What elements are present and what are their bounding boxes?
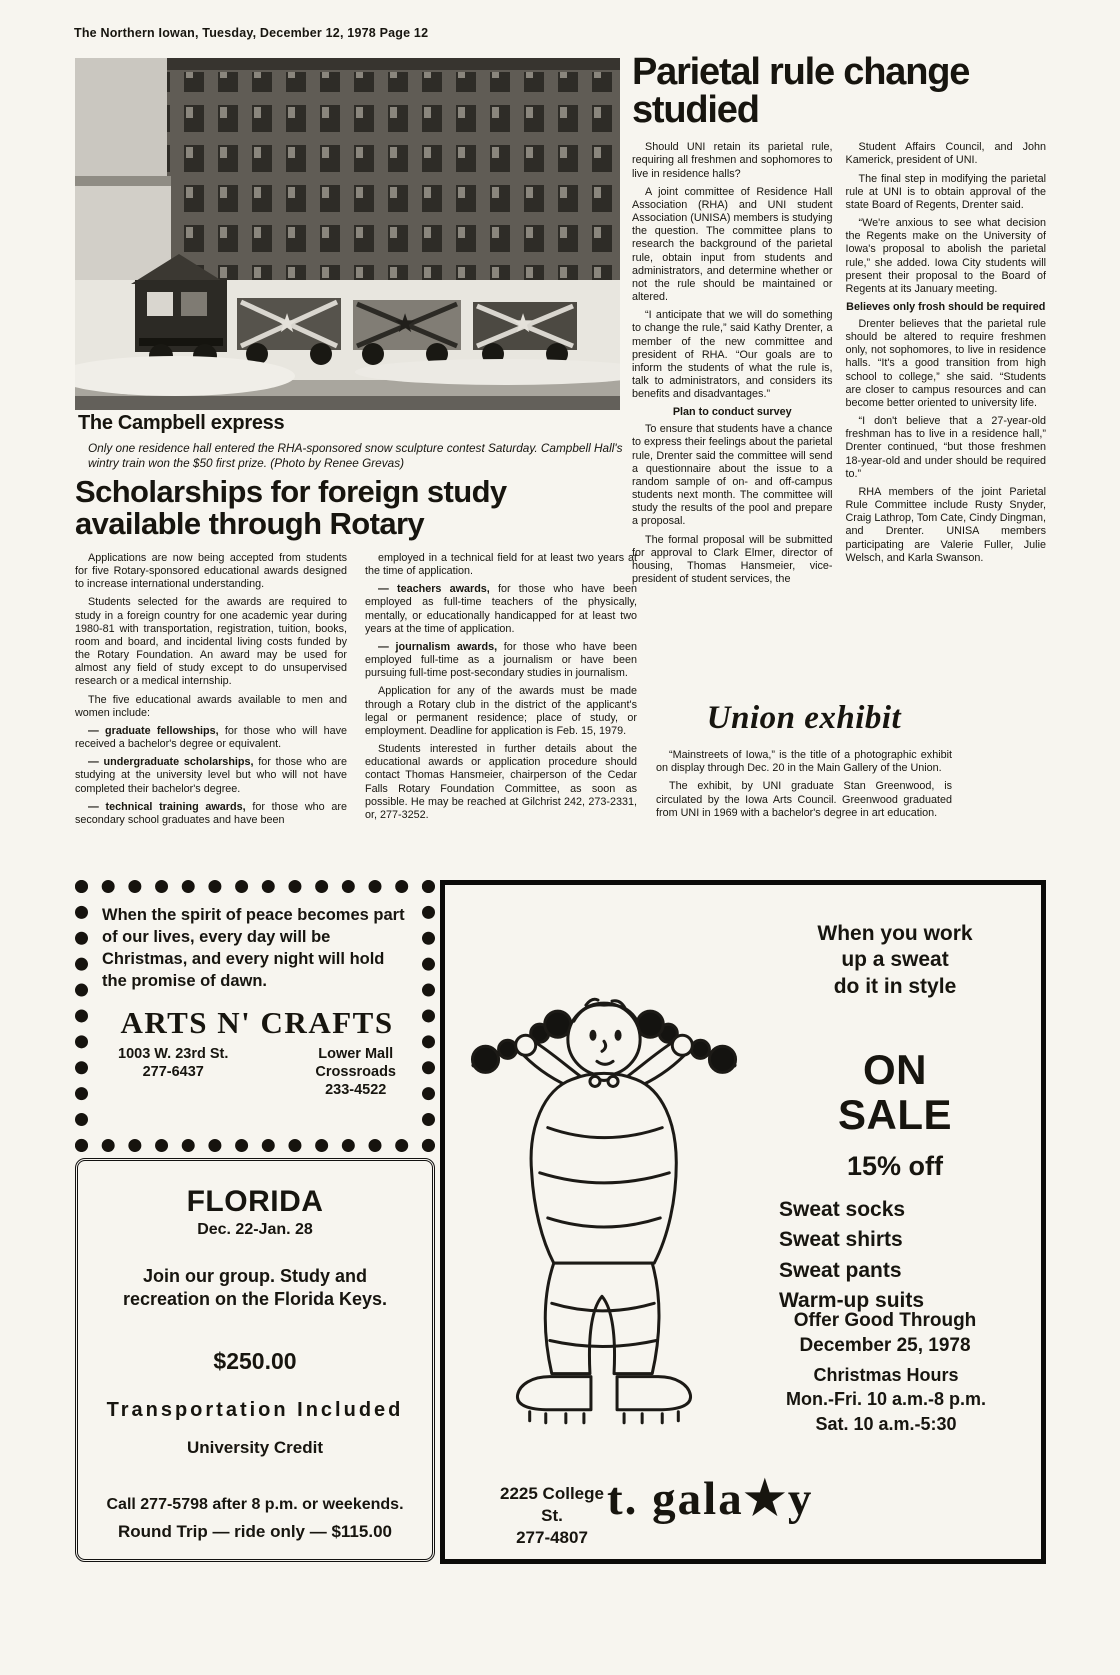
florida-round-trip: Round Trip — ride only — $115.00 bbox=[118, 1521, 392, 1541]
article-subhead: Believes only frosh should be required bbox=[846, 301, 1046, 314]
galaxy-on-sale-line2: SALE bbox=[837, 1091, 952, 1139]
ad-arts-n-crafts bbox=[75, 880, 435, 1152]
galaxy-tagline-line3: do it in style bbox=[833, 974, 957, 998]
article-paragraph: A joint committee of Residence Hall Association (RHA) and UNI student Association (UNISA) members is studying the question. The committee plans to research the background of the parietal rule, obtain input from students and administrators, and determine whether or not the rule should be maintained or altered. bbox=[632, 185, 833, 304]
parietal-column-2 bbox=[846, 141, 1047, 591]
sale-item: Sweat pants bbox=[779, 1258, 902, 1282]
arts-address-2a: Lower Mall bbox=[318, 1045, 394, 1062]
galaxy-tagline-line2: up a sweat bbox=[841, 948, 949, 972]
article-paragraph: Students interested in further details about the educational awards or application procedure should contact Thomas Hansmeier, chairperson of the Cedar Falls Rotary Foundation Committee, as soon as possible. He may be reached at Gilchrist 242, 273-2331, or, 277-3252. bbox=[365, 743, 637, 821]
svg-text:★: ★ bbox=[511, 308, 535, 338]
snow-sculpture-train-illustration bbox=[75, 58, 620, 410]
galaxy-on-sale bbox=[775, 1047, 1015, 1138]
article-paragraph: “Mainstreets of Iowa,” is the title of a photographic exhibit on display through Dec. 20 in the Main Gallery of the Union. bbox=[656, 749, 952, 775]
florida-price: $250.00 bbox=[213, 1347, 297, 1374]
article-paragraph: “I don't believe that a 27-year-old freshman has to live in a residence hall,” Drenter continued, “but those freshmen 18-year-old and under should be required to.” bbox=[845, 415, 1046, 480]
florida-join-line: Join our group. Study and recreation on the Florida Keys. bbox=[122, 1266, 388, 1310]
article-paragraph: “We're anxious to see what decision the Regents make on the University of Iowa's proposal to abolish the parietal rule,” she added. Iowa City students will present their proposal to the Board of Regents at its January meeting. bbox=[845, 217, 1046, 295]
florida-credit: University Credit bbox=[186, 1437, 324, 1457]
article-paragraph: To ensure that students have a chance to express their feelings about the parietal rule, Drenter said the committee will send a questionnaire about the issue to a random sample of on- and off-campus students next month. The committee will study the results of the pool and prepare a proposal. bbox=[632, 423, 833, 528]
florida-title: FLORIDA bbox=[186, 1185, 324, 1218]
article-paragraph: The final step in modifying the parietal rule at UNI is to obtain approval of the state Board of Regents, Drenter said. bbox=[845, 172, 1046, 211]
galaxy-discount: 15% off bbox=[846, 1151, 944, 1181]
article-subhead: Plan to conduct survey bbox=[672, 406, 792, 419]
article-paragraph: The formal proposal will be submitted for approval to Clark Elmer, director of housing, Thomas Hansmeier, vice-president of student services, the bbox=[632, 533, 833, 586]
article-paragraph: — journalism awards, for those who have been employed full-time as a journalism or have been pursuing full-time post-secondary studies in journalism. bbox=[365, 640, 637, 680]
arts-brand-name: ARTS N' CRAFTS bbox=[120, 1004, 394, 1040]
galaxy-tagline-line1: When you work bbox=[817, 922, 973, 945]
article-paragraph: — teachers awards, for those who have been employed as full-time teachers of the physically, mentally, or educationally handicapped for at least two years at the time of application. bbox=[365, 583, 638, 635]
article-paragraph: — undergraduate scholarships, for those who are studying at the university level but who will not have completed their bachelor's degree. bbox=[75, 756, 347, 795]
galaxy-sale-items bbox=[779, 1195, 924, 1317]
union-column bbox=[656, 749, 952, 820]
article-paragraph: Student Affairs Council, and John Kamerick, president of UNI. bbox=[845, 141, 1046, 167]
ad-t-galaxy bbox=[440, 880, 1046, 1564]
galaxy-on-sale-line1: ON bbox=[863, 1046, 927, 1093]
galaxy-offer-line2: December 25, 1978 bbox=[799, 1334, 971, 1356]
galaxy-offer-line1: Offer Good Through bbox=[793, 1310, 977, 1331]
galaxy-hours-line2: Sat. 10 a.m.-5:30 bbox=[815, 1413, 957, 1434]
galaxy-tagline bbox=[775, 921, 1015, 1000]
article-paragraph: Application for any of the awards must be made through a Rotary club in the district of the applicant's legal or permanent residence; place of study, or employment. Deadline for application is Feb. 15, 1979. bbox=[365, 685, 637, 737]
weightlifter-illustration bbox=[453, 977, 755, 1469]
parietal-headline: Parietal rule change studied bbox=[632, 51, 970, 131]
rotary-headline: Scholarships for foreign study available through Rotary bbox=[75, 474, 507, 541]
galaxy-hours-title: Christmas Hours bbox=[813, 1365, 959, 1385]
arts-phone-2: 233-4522 bbox=[325, 1082, 387, 1098]
rotary-column-1 bbox=[75, 552, 347, 832]
galaxy-offer bbox=[751, 1309, 1019, 1358]
sale-item: Warm-up suits bbox=[779, 1289, 925, 1313]
article-paragraph: RHA members of the joint Parietal Rule Committee include Rusty Snyder, Craig Lathrop, Tom Cate, Cindy Dingman, and Drenter. UNISA members participating are Valerie Fuller, Julie Welsch, and Karla Swanson. bbox=[845, 485, 1046, 564]
article-paragraph: Students selected for the awards are required to study in a foreign country for one academic year during 1980-81 with transportation, registration, tuition, books, room and board, and incidental living costs funded by the Rotary Foundation. An award may be used for almost any field of study except to do unsupervised research or a medical internship. bbox=[75, 596, 347, 688]
galaxy-hours-line1: Mon.-Fri. 10 a.m.-8 p.m. bbox=[785, 1389, 987, 1410]
campbell-express-photo bbox=[75, 58, 620, 410]
article-paragraph: employed in a technical field for at least two years at the time of application. bbox=[365, 551, 637, 578]
arts-address-1: 1003 W. 23rd St. bbox=[118, 1045, 229, 1062]
arts-message: When the spirit of peace becomes part of our lives, every day will be Christmas, and every night will hold the promise of dawn. bbox=[102, 906, 405, 990]
rotary-column-2 bbox=[365, 552, 637, 832]
photo-caption-title: The Campbell express bbox=[78, 412, 285, 434]
arts-phone-1: 277-6437 bbox=[142, 1063, 204, 1080]
article-paragraph: Should UNI retain its parietal rule, requiring all freshmen and sophomores to live in residence halls? bbox=[632, 141, 833, 180]
svg-text:★: ★ bbox=[275, 308, 299, 338]
article-union-exhibit bbox=[656, 700, 952, 825]
union-headline: Union exhibit bbox=[706, 700, 902, 736]
florida-call-line: Call 277-5798 after 8 p.m. or weekends. bbox=[106, 1495, 404, 1513]
svg-text:★: ★ bbox=[393, 308, 417, 338]
galaxy-phone: 277-4807 bbox=[516, 1528, 588, 1548]
ad-florida-trip bbox=[75, 1158, 435, 1562]
weightlifter-drawing bbox=[453, 977, 755, 1469]
article-parietal-rule bbox=[632, 51, 1046, 591]
parietal-column-1 bbox=[632, 141, 833, 591]
article-paragraph: — graduate fellowships, for those who will have received a bachelor's degree or equivalent. bbox=[75, 724, 347, 751]
article-paragraph: — technical training awards, for those who are secondary school graduates and have been bbox=[75, 800, 347, 826]
galaxy-address-block bbox=[487, 1483, 617, 1549]
galaxy-logo: t. gala★y bbox=[607, 1473, 814, 1525]
galaxy-hours bbox=[741, 1363, 1031, 1436]
photo-caption: Only one residence hall entered the RHA-sponsored snow sculpture contest Saturday. Campbell Hall's wintry train won the $50 first prize. (Photo by Renee Grevas) bbox=[88, 441, 623, 471]
article-paragraph: The five educational awards available to men and women include: bbox=[75, 693, 347, 719]
article-paragraph: “I anticipate that we will do something to change the rule,” said Kathy Drenter, a member of the new committee and president of RHA. “Our goals are to inform the students of what the rule is, talk to administrators, and considers its benefits and disadvantages.” bbox=[632, 309, 833, 401]
galaxy-address: 2225 College St. bbox=[500, 1484, 604, 1526]
masthead: The Northern Iowan, Tuesday, December 12, 1978 Page 12 bbox=[74, 26, 429, 40]
florida-dates: Dec. 22-Jan. 28 bbox=[197, 1221, 313, 1238]
arts-address-2b: Crossroads bbox=[315, 1063, 396, 1080]
arts-location-2 bbox=[315, 1045, 396, 1099]
article-rotary-scholarships bbox=[75, 476, 637, 832]
sale-item: Sweat socks bbox=[779, 1198, 906, 1221]
article-paragraph: Drenter believes that the parietal rule should be altered to require freshmen only, not sophomores, to live in residence halls. “It's a good transition from high school to college,” she said. “Students are closer to campus resources and can become better oriented to university life. bbox=[845, 317, 1046, 409]
florida-transportation: Transportation Included bbox=[106, 1398, 404, 1421]
sale-item: Sweat shirts bbox=[779, 1228, 903, 1252]
article-paragraph: Applications are now being accepted from students for five Rotary-sponsored educational awards designed to increase international understanding. bbox=[75, 551, 347, 591]
arts-location-1 bbox=[118, 1045, 228, 1099]
article-paragraph: The exhibit, by UNI graduate Stan Greenwood, is circulated by the Iowa Arts Council. Greenwood graduated from UNI in 1969 with a bachelor's degree in art education. bbox=[656, 780, 952, 819]
